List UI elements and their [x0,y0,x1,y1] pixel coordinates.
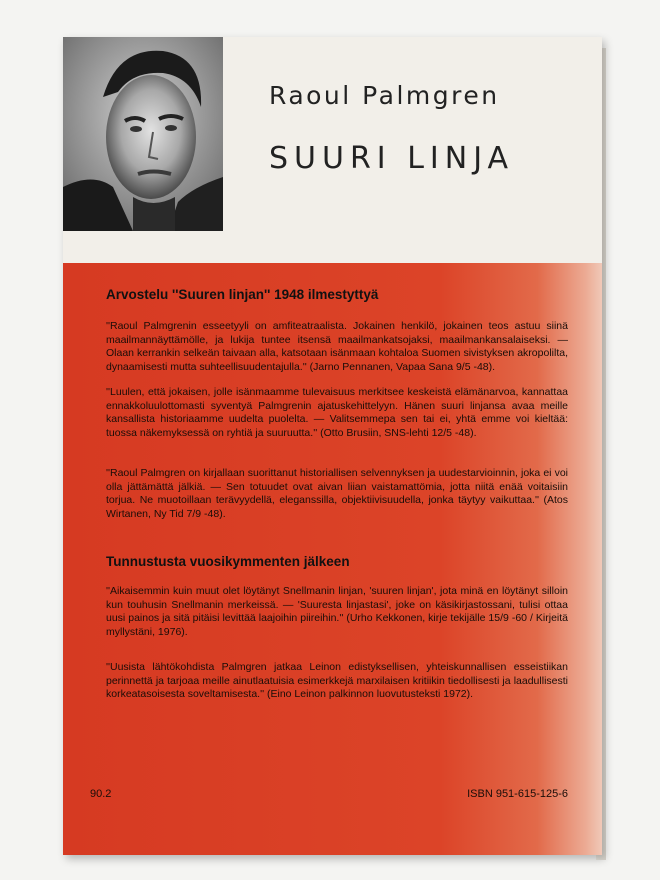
review-quote: ''Luulen, että jokaisen, jolle isänmaamme tulevaisuus merkitsee keskeistä elämänarvoa, kannattaa ennakkoluulottomasti syventyä Palmgrenin ajatuskehittelyyn. Hänen suuri linjansa avaa meille kansallista historiaamme uudelta puolelta. — Valitsemmepa sen tai ei, yhtä emme voi kieltää: tuossa näkemyksessä on ryhtiä ja suuruutta.'' (Otto Brusiin, SNS-lehti 12/5 -48). [106,386,568,439]
book-title: SUURI LINJA [269,141,515,176]
section-heading: Tunnustusta vuosikymmenten jälkeen [106,554,350,569]
author-portrait-drawing [63,37,223,231]
book-back-cover [63,37,602,855]
isbn: ISBN 951-615-125-6 [467,788,568,800]
review-quote: ''Raoul Palmgrenin esseetyyli on amfiteatraalista. Jokainen henkilö, jokainen teos astuu siinä maailmannäyttämölle, ja lukija tuntee itsensä maailmankatsojaksi, maailmankansalaiseksi. — Olaan kerrankin selkeän taivaan alla, katsotaan isänmaan kohtaloa Suomen sivistyksen akropolilta, dynaamisesti mutta suhteellisuudentajulla.'' (Jarno Pennanen, Vapaa Sana 9/5 -48). [106,320,568,373]
review-quote: ''Aikaisemmin kuin muut olet löytänyt Snellmanin linjan, 'suuren linjan', jota minä en löytänyt silloin kun touhusin Snellmanin merkeissä. — 'Suuresta linjastasi', joke on käsikirjastossani, tulisi ottaa uusi painos ja sitä pitäisi levittää laajoihin piireihin.'' (Urho Kekkonen, kirje tekijälle 15/9 -60 / Kirjeitä myllystäni, 1976). [106,585,568,638]
price-code: 90.2 [90,788,112,800]
review-quote: ''Raoul Palmgren on kirjallaan suorittanut historiallisen selvennyksen ja uudestarvioinnin, joka ei voi olla jättämättä jälkiä. — Sen totuudet ovat aivan liian vaistamattömia, jotta niitä enää voitaisiin torjua. Ne muotoillaan terävyydellä, eleganssilla, objektiivisuudella, jonka täytyy vaikuttaa.'' (Atos Wirtanen, Ny Tid 7/9 -48). [106,467,568,520]
review-quote: ''Uusista lähtökohdista Palmgren jatkaa Leinon edistyksellisen, yhteiskunnallisen esseistiikan perinnettä ja tarjoaa meille ainutlaatuisia esimerkkejä marxilaisen kritiikin tiedollisesti ja laadullisesti korkeatasoisesta soveltamisesta.'' (Eino Leinon palkinnon luovutusteksti 1972). [106,661,568,701]
section-heading: Arvostelu ''Suuren linjan'' 1948 ilmestyttyä [106,287,379,302]
red-text-panel [63,263,602,855]
author-portrait [63,37,223,231]
author-name: Raoul Palmgren [269,81,500,110]
